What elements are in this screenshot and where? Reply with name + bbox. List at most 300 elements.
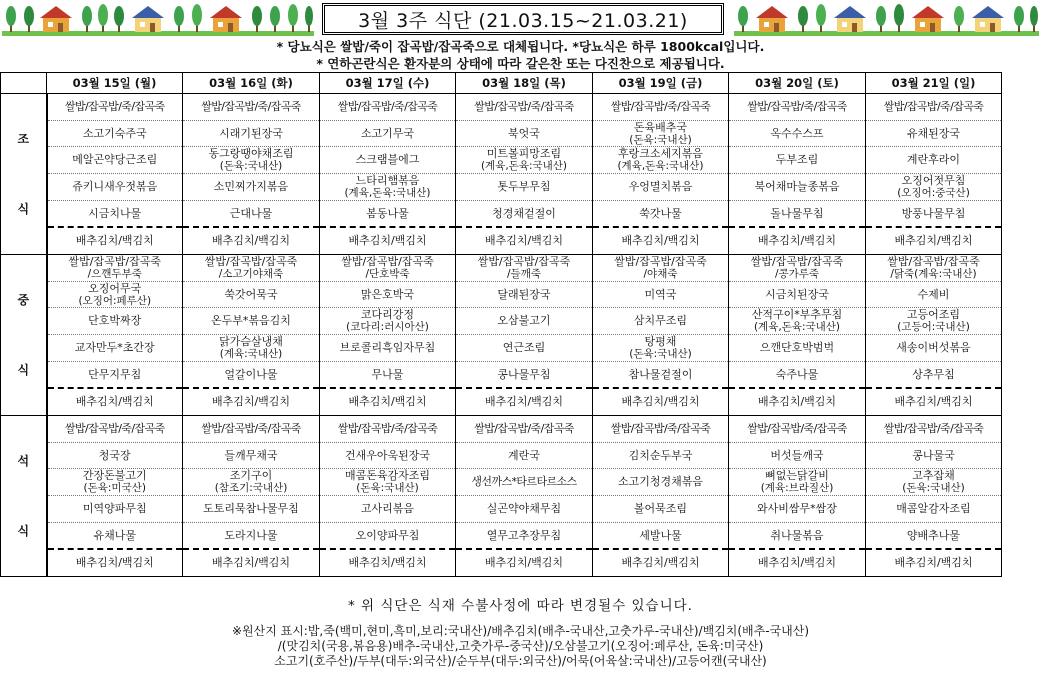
menu-item-origin: (오징어:중국산) bbox=[897, 186, 970, 199]
menu-item bbox=[729, 255, 865, 282]
notice-lines bbox=[0, 38, 1041, 72]
menu-item bbox=[593, 550, 728, 576]
corner-cell bbox=[1, 73, 47, 94]
menu-cell-mon bbox=[47, 94, 183, 255]
menu-cell-wed bbox=[320, 255, 456, 416]
menu-item bbox=[456, 416, 592, 443]
menu-item-origin: (참조기:국내산) bbox=[214, 482, 288, 495]
menu-item-name: 단무지무침 bbox=[88, 367, 142, 381]
day-header-wed: 03월 17일 (수) bbox=[320, 73, 456, 94]
menu-item-name: 계란후라이 bbox=[906, 153, 961, 167]
menu-item bbox=[866, 147, 1001, 174]
menu-item bbox=[183, 147, 319, 174]
menu-item-name: 쌀밥/잡곡밥/죽/잡곡죽 bbox=[337, 421, 438, 435]
menu-item-name: 탕평채 bbox=[644, 334, 677, 348]
menu-item-name: 배추김치/백김치 bbox=[348, 395, 427, 409]
menu-item-name: 두부조림 bbox=[775, 153, 819, 167]
menu-item bbox=[48, 389, 183, 415]
menu-item bbox=[456, 255, 592, 282]
menu-item-origin: (돈육:국내산) bbox=[219, 160, 283, 173]
menu-item bbox=[183, 523, 319, 551]
menu-item bbox=[456, 308, 592, 335]
menu-item-name: 소고기청경채볶음 bbox=[617, 475, 703, 489]
menu-cell-fri bbox=[593, 416, 729, 577]
menu-item bbox=[320, 308, 455, 335]
menu-item bbox=[866, 255, 1001, 282]
menu-item-name: 유채된장국 bbox=[906, 126, 961, 140]
menu-item-origin: (고등어:국내산) bbox=[897, 321, 970, 334]
menu-item bbox=[593, 469, 728, 496]
menu-item-name: 북엇국 bbox=[508, 126, 540, 140]
menu-item bbox=[183, 94, 319, 121]
menu-item-name: 건새우아욱된장국 bbox=[344, 448, 430, 462]
menu-item-name: 열무고추장무침 bbox=[486, 528, 562, 542]
menu-item bbox=[729, 469, 865, 496]
menu-item bbox=[48, 121, 183, 148]
menu-item bbox=[729, 550, 865, 576]
menu-item bbox=[456, 550, 592, 576]
meal-label bbox=[1, 416, 47, 577]
menu-item-origin: /들깨죽 bbox=[507, 267, 541, 280]
menu-item bbox=[320, 121, 455, 148]
origin-line: ※원산지 표시:밥,죽(백미,현미,흑미,보리:국내산)/배추김치(배추-국내산,고춧가루-국내산)/백김치(배추-국내산) bbox=[231, 624, 810, 638]
menu-item bbox=[593, 255, 728, 282]
menu-item bbox=[183, 255, 319, 282]
menu-item-name: 쑥갓나물 bbox=[639, 206, 682, 220]
menu-item bbox=[48, 416, 183, 443]
menu-item-name: 옥수수스프 bbox=[770, 126, 824, 140]
menu-item-name: 오징어무국 bbox=[88, 281, 142, 295]
menu-item bbox=[183, 550, 319, 576]
menu-item-name: 고사리볶음 bbox=[360, 501, 415, 515]
meal-label bbox=[1, 94, 47, 255]
menu-cell-tue bbox=[183, 416, 320, 577]
menu-item-name: 배추김치/백김치 bbox=[757, 395, 837, 409]
menu-item bbox=[866, 121, 1001, 148]
menu-item-name: 도토리묵참나물무침 bbox=[203, 501, 299, 515]
menu-cell-tue bbox=[183, 94, 320, 255]
menu-item-name: 실곤약야채무침 bbox=[486, 501, 562, 515]
page-title: 3월 3주 식단 (21.03.15~21.03.21) bbox=[322, 3, 724, 35]
menu-item-name: 으깬단호박범벅 bbox=[759, 340, 835, 354]
menu-item bbox=[320, 335, 455, 362]
menu-item-name: 쌀밥/잡곡밥/잡곡죽 bbox=[887, 254, 980, 268]
menu-item-name: 배추김치/백김치 bbox=[894, 556, 973, 570]
menu-item-name: 상추무침 bbox=[912, 367, 955, 381]
menu-item-name: 돌나물무침 bbox=[770, 206, 824, 220]
menu-item-name: 세발나물 bbox=[639, 528, 682, 542]
menu-item-name: 얼갈이나물 bbox=[224, 367, 278, 381]
menu-item bbox=[320, 469, 455, 496]
menu-cell-mon bbox=[47, 416, 183, 577]
menu-item-name: 양배추나물 bbox=[906, 528, 961, 542]
meal-label-char: 식 bbox=[17, 524, 30, 538]
menu-item-name: 산적구이*부추무침 bbox=[751, 308, 843, 322]
menu-item bbox=[456, 201, 592, 229]
menu-item-name: 쌀밥/잡곡밥/죽/잡곡죽 bbox=[883, 421, 984, 435]
menu-item bbox=[48, 550, 183, 576]
menu-item bbox=[729, 443, 865, 470]
menu-item bbox=[183, 121, 319, 148]
meal-label-char: 석 bbox=[17, 454, 30, 468]
menu-item-name: 소민찌가지볶음 bbox=[213, 179, 289, 193]
menu-item-origin: /닭죽(계육:국내산) bbox=[890, 267, 977, 280]
menu-item bbox=[48, 362, 183, 390]
menu-item bbox=[866, 443, 1001, 470]
menu-item-name: 쑥갓어묵국 bbox=[224, 287, 278, 301]
menu-item bbox=[729, 121, 865, 148]
menu-item-name: 배추김치/백김치 bbox=[621, 395, 700, 409]
menu-item bbox=[456, 121, 592, 148]
menu-item-origin: /으깬두부죽 bbox=[87, 267, 142, 280]
menu-item-name: 콩나물국 bbox=[912, 448, 955, 462]
menu-item-name: 근대나물 bbox=[229, 206, 273, 220]
menu-item-origin: (계육,돈육:국내산) bbox=[344, 186, 431, 199]
menu-item-name: 배추김치/백김치 bbox=[894, 234, 973, 248]
menu-cell-wed bbox=[320, 94, 456, 255]
menu-item-origin: (오징어:페루산) bbox=[78, 294, 152, 307]
menu-item-name: 연근조림 bbox=[502, 340, 546, 354]
menu-item-name: 청국장 bbox=[98, 448, 131, 462]
menu-item-name: 미역국 bbox=[644, 287, 677, 301]
menu-item bbox=[183, 416, 319, 443]
menu-item bbox=[593, 496, 728, 523]
menu-item-name: 배추김치/백김치 bbox=[757, 556, 837, 570]
menu-item bbox=[320, 282, 455, 309]
menu-item-origin: /소고기야채죽 bbox=[218, 267, 284, 280]
menu-item bbox=[320, 228, 455, 254]
menu-item-origin: (코다리:러시아산) bbox=[346, 321, 429, 334]
menu-item-name: 맑은호박국 bbox=[360, 287, 415, 301]
menu-item-name: 계란국 bbox=[508, 448, 540, 462]
menu-item-name: 후랑크소세지볶음 bbox=[617, 147, 703, 161]
menu-item-name: 교자만두*초간장 bbox=[74, 340, 155, 354]
menu-item-name: 쥬키니새우젓볶음 bbox=[72, 179, 158, 193]
menu-item-name: 볼어묵조림 bbox=[633, 501, 688, 515]
menu-item-name: 배추김치/백김치 bbox=[211, 234, 291, 248]
day-header-sat: 03월 20일 (토) bbox=[729, 73, 866, 94]
menu-item-name: 버섯들깨국 bbox=[770, 448, 824, 462]
menu-item bbox=[456, 443, 592, 470]
menu-item-name: 쌀밥/잡곡밥/죽/잡곡죽 bbox=[337, 99, 438, 113]
menu-item-name: 김치순두부국 bbox=[628, 448, 693, 462]
menu-item bbox=[48, 496, 183, 523]
meal-label-char: 식 bbox=[17, 363, 30, 377]
menu-item-name: 숙주나물 bbox=[775, 367, 819, 381]
menu-cell-wed bbox=[320, 416, 456, 577]
menu-item-name: 시금치나물 bbox=[88, 206, 142, 220]
menu-item bbox=[729, 496, 865, 523]
menu-item bbox=[866, 389, 1001, 415]
menu-item bbox=[866, 282, 1001, 309]
menu-item bbox=[320, 523, 455, 551]
menu-item bbox=[456, 389, 592, 415]
menu-item bbox=[456, 94, 592, 121]
menu-cell-sun bbox=[866, 255, 1002, 416]
menu-item-name: 우엉멸치볶음 bbox=[628, 179, 693, 193]
menu-item-name: 배추김치/백김치 bbox=[348, 556, 427, 570]
menu-item-name: 소고기숙주국 bbox=[82, 126, 147, 140]
day-header-mon: 03월 15일 (월) bbox=[47, 73, 183, 94]
menu-item-origin: (계육,돈육:국내산) bbox=[480, 160, 568, 173]
menu-item-name: 쌀밥/잡곡밥/죽/잡곡죽 bbox=[474, 421, 574, 435]
origin-line: /(맛김치(국용,볶음용)배추-국내산,고춧가루-중국산)/오삼불고기(오징어:페루산, 돈육:미국산) bbox=[277, 639, 764, 653]
menu-item-name: 쌀밥/잡곡밥/죽/잡곡죽 bbox=[64, 421, 165, 435]
menu-item-name: 무나물 bbox=[371, 367, 404, 381]
menu-item-name: 쌀밥/잡곡밥/잡곡죽 bbox=[614, 254, 707, 268]
menu-item-origin: /단호박죽 bbox=[365, 267, 410, 280]
menu-item bbox=[320, 550, 455, 576]
menu-item-name: 오징어젓무침 bbox=[901, 173, 966, 187]
menu-item-name: 취나물볶음 bbox=[770, 528, 824, 542]
day-header-row bbox=[1, 73, 1002, 94]
menu-item-origin: (돈육:미국산) bbox=[83, 482, 146, 495]
menu-item bbox=[320, 174, 455, 201]
menu-item bbox=[183, 335, 319, 362]
menu-item-name: 들깨무채국 bbox=[224, 448, 278, 462]
menu-item-name: 고등어조림 bbox=[906, 308, 961, 322]
menu-item bbox=[593, 147, 728, 174]
menu-cell-thu bbox=[456, 416, 593, 577]
meal-label-char: 식 bbox=[17, 202, 30, 216]
day-header-fri: 03월 19일 (금) bbox=[593, 73, 729, 94]
menu-item-name: 온두부*볶음김치 bbox=[211, 314, 291, 328]
menu-body bbox=[1, 94, 1002, 577]
meal-label-char: 중 bbox=[17, 293, 30, 307]
menu-item-name: 도라지나물 bbox=[224, 528, 278, 542]
day-header-tue: 03월 16일 (화) bbox=[183, 73, 320, 94]
menu-item-name: 방풍나물무침 bbox=[901, 206, 966, 220]
menu-item bbox=[456, 174, 592, 201]
menu-item bbox=[456, 496, 592, 523]
menu-item-name: 쌀밥/잡곡밥/죽/잡곡죽 bbox=[610, 421, 711, 435]
menu-item bbox=[593, 308, 728, 335]
menu-item-name: 배추김치/백김치 bbox=[75, 395, 154, 409]
menu-item bbox=[729, 523, 865, 551]
menu-item bbox=[183, 496, 319, 523]
menu-item bbox=[48, 228, 183, 254]
change-notice: * 위 식단은 식재 수불사정에 따라 변경될수 있습니다. bbox=[348, 598, 693, 614]
menu-item bbox=[320, 389, 455, 415]
origin-info bbox=[0, 624, 1041, 669]
meal-row bbox=[1, 94, 1002, 255]
menu-item bbox=[456, 147, 592, 174]
menu-item bbox=[593, 335, 728, 362]
menu-item bbox=[456, 335, 592, 362]
menu-item-name: 메알곤약당근조림 bbox=[72, 153, 158, 167]
menu-item bbox=[48, 282, 183, 309]
menu-item bbox=[183, 469, 319, 496]
menu-item-name: 쌀밥/잡곡밥/죽/잡곡죽 bbox=[474, 99, 574, 113]
menu-item bbox=[48, 523, 183, 551]
menu-item-origin: /콩가루죽 bbox=[774, 267, 820, 280]
menu-item-name: 쌀밥/잡곡밥/잡곡죽 bbox=[341, 254, 434, 268]
menu-item bbox=[456, 228, 592, 254]
menu-item bbox=[320, 362, 455, 390]
menu-item-name: 고추잡채 bbox=[912, 469, 955, 483]
menu-item-name: 단호박짜장 bbox=[88, 314, 142, 328]
menu-item bbox=[593, 389, 728, 415]
menu-cell-sat bbox=[729, 255, 866, 416]
menu-item bbox=[866, 335, 1001, 362]
menu-cell-mon bbox=[47, 255, 183, 416]
menu-item-name: 쌀밥/잡곡밥/잡곡죽 bbox=[477, 254, 571, 268]
menu-item bbox=[183, 362, 319, 390]
menu-item-name: 오이양파무침 bbox=[355, 528, 420, 542]
menu-item-name: 콩나물무침 bbox=[497, 367, 551, 381]
menu-item-name: 매콤돈육감자조림 bbox=[344, 469, 430, 483]
menu-item-name: 배추김치/백김치 bbox=[757, 234, 837, 248]
menu-item bbox=[183, 389, 319, 415]
menu-item bbox=[866, 469, 1001, 496]
menu-item bbox=[593, 416, 728, 443]
menu-item bbox=[320, 147, 455, 174]
menu-item-name: 쌀밥/잡곡밥/잡곡죽 bbox=[68, 254, 161, 268]
menu-item-name: 시래기된장국 bbox=[219, 126, 283, 140]
menu-item-name: 간장돈불고기 bbox=[82, 469, 147, 483]
menu-item bbox=[183, 174, 319, 201]
menu-item bbox=[48, 469, 183, 496]
menu-item-name: 배추김치/백김치 bbox=[348, 234, 427, 248]
day-header-thu: 03월 18일 (목) bbox=[456, 73, 593, 94]
meal-row bbox=[1, 416, 1002, 577]
menu-item bbox=[593, 94, 728, 121]
menu-item-name: 참나물겉절이 bbox=[628, 367, 693, 381]
menu-item bbox=[48, 335, 183, 362]
menu-item-name: 청경채겉절이 bbox=[492, 206, 556, 220]
menu-item bbox=[593, 443, 728, 470]
menu-item-name: 배추김치/백김치 bbox=[75, 556, 154, 570]
notice-dysphagia: * 연하곤란식은 환자분의 상태에 따라 갈은찬 또는 다진찬으로 제공됩니다. bbox=[316, 56, 725, 71]
menu-item bbox=[593, 362, 728, 390]
menu-item-name: 배추김치/백김치 bbox=[894, 395, 973, 409]
menu-item-name: 쌀밥/잡곡밥/죽/잡곡죽 bbox=[747, 421, 847, 435]
menu-cell-thu bbox=[456, 255, 593, 416]
menu-item bbox=[183, 201, 319, 229]
menu-item bbox=[866, 94, 1001, 121]
menu-item-origin: (돈육:국내산) bbox=[356, 482, 419, 495]
menu-item-name: 수제비 bbox=[917, 287, 950, 301]
menu-item bbox=[729, 389, 865, 415]
menu-item bbox=[729, 228, 865, 254]
menu-item bbox=[866, 523, 1001, 551]
menu-item bbox=[729, 362, 865, 390]
menu-item bbox=[866, 228, 1001, 254]
menu-item bbox=[320, 416, 455, 443]
menu-item-name: 소고기무국 bbox=[360, 126, 415, 140]
menu-item-name: 배추김치/백김치 bbox=[484, 234, 564, 248]
menu-item-name: 오삼불고기 bbox=[497, 314, 551, 328]
menu-item-name: 쌀밥/잡곡밥/죽/잡곡죽 bbox=[64, 99, 165, 113]
menu-item bbox=[729, 416, 865, 443]
menu-item bbox=[729, 335, 865, 362]
menu-item bbox=[866, 362, 1001, 390]
menu-item bbox=[48, 147, 183, 174]
menu-cell-sun bbox=[866, 416, 1002, 577]
menu-item-name: 생선까스*타르타르소스 bbox=[471, 475, 577, 489]
menu-item bbox=[729, 94, 865, 121]
meal-label-char: 조 bbox=[17, 132, 30, 146]
origin-line: 소고기(호주산)/두부(대두:외국산)/순두부(대두:외국산)/어묵(어육살:국내산)/고등어캔(국내산) bbox=[274, 654, 767, 668]
menu-item-name: 매콤알감자조림 bbox=[896, 501, 971, 515]
menu-item bbox=[320, 201, 455, 229]
menu-item bbox=[456, 362, 592, 390]
menu-item bbox=[183, 282, 319, 309]
menu-item-name: 쌀밥/잡곡밥/잡곡죽 bbox=[750, 254, 844, 268]
menu-item-name: 미역양파무침 bbox=[82, 501, 147, 515]
menu-item bbox=[866, 550, 1001, 576]
menu-cell-fri bbox=[593, 255, 729, 416]
menu-item-name: 배추김치/백김치 bbox=[75, 234, 154, 248]
menu-item bbox=[729, 174, 865, 201]
menu-item-name: 쌀밥/잡곡밥/죽/잡곡죽 bbox=[201, 421, 301, 435]
menu-item-name: 쌀밥/잡곡밥/죽/잡곡죽 bbox=[747, 99, 847, 113]
menu-item bbox=[320, 443, 455, 470]
houses-trees-illustration-left bbox=[2, 2, 314, 36]
menu-item-name: 배추김치/백김치 bbox=[484, 556, 564, 570]
menu-item bbox=[48, 255, 183, 282]
menu-item-name: 스크램블에그 bbox=[355, 153, 420, 167]
menu-item-name: 새송이버섯볶음 bbox=[896, 340, 971, 354]
menu-item-origin: (계육,돈육:국내산) bbox=[617, 160, 704, 173]
menu-cell-thu bbox=[456, 94, 593, 255]
menu-item bbox=[593, 282, 728, 309]
menu-item-origin: (돈육:국내산) bbox=[629, 347, 692, 360]
menu-item-origin: (계육:브라질산) bbox=[760, 482, 834, 495]
menu-item-name: 쌀밥/잡곡밥/잡곡죽 bbox=[204, 254, 298, 268]
menu-cell-fri bbox=[593, 94, 729, 255]
menu-cell-tue bbox=[183, 255, 320, 416]
menu-item bbox=[320, 94, 455, 121]
weekly-menu-table bbox=[0, 72, 1002, 577]
menu-item-name: 조기구이 bbox=[229, 469, 273, 483]
menu-cell-sat bbox=[729, 94, 866, 255]
menu-cell-sat bbox=[729, 416, 866, 577]
menu-item bbox=[593, 174, 728, 201]
menu-item bbox=[729, 201, 865, 229]
menu-item bbox=[320, 496, 455, 523]
menu-item-name: 시금치된장국 bbox=[765, 287, 829, 301]
menu-item bbox=[48, 308, 183, 335]
menu-item-origin: (계육,돈육:국내산) bbox=[753, 321, 841, 334]
menu-item bbox=[456, 282, 592, 309]
menu-item bbox=[320, 255, 455, 282]
menu-item bbox=[866, 496, 1001, 523]
menu-item-name: 돈육배추국 bbox=[633, 120, 688, 134]
menu-item bbox=[593, 121, 728, 148]
menu-item bbox=[456, 523, 592, 551]
menu-item bbox=[593, 523, 728, 551]
menu-item-name: 달래된장국 bbox=[497, 287, 551, 301]
menu-item-name: 쌀밥/잡곡밥/죽/잡곡죽 bbox=[201, 99, 301, 113]
menu-item-name: 쌀밥/잡곡밥/죽/잡곡죽 bbox=[883, 99, 984, 113]
menu-item-name: 동그랑땡야채조림 bbox=[208, 147, 294, 161]
menu-cell-sun bbox=[866, 94, 1002, 255]
meal-label bbox=[1, 255, 47, 416]
menu-item bbox=[183, 228, 319, 254]
houses-trees-illustration-right bbox=[734, 2, 1039, 36]
menu-item-name: 쌀밥/잡곡밥/죽/잡곡죽 bbox=[610, 99, 711, 113]
menu-item-origin: (계육:국내산) bbox=[219, 347, 283, 360]
menu-item-name: 배추김치/백김치 bbox=[484, 395, 564, 409]
menu-item bbox=[48, 443, 183, 470]
menu-item bbox=[456, 469, 592, 496]
menu-item-name: 톳두부무침 bbox=[497, 179, 551, 193]
menu-item bbox=[48, 94, 183, 121]
menu-item bbox=[48, 201, 183, 229]
menu-item-name: 삼치무조림 bbox=[633, 314, 688, 328]
menu-item bbox=[48, 174, 183, 201]
